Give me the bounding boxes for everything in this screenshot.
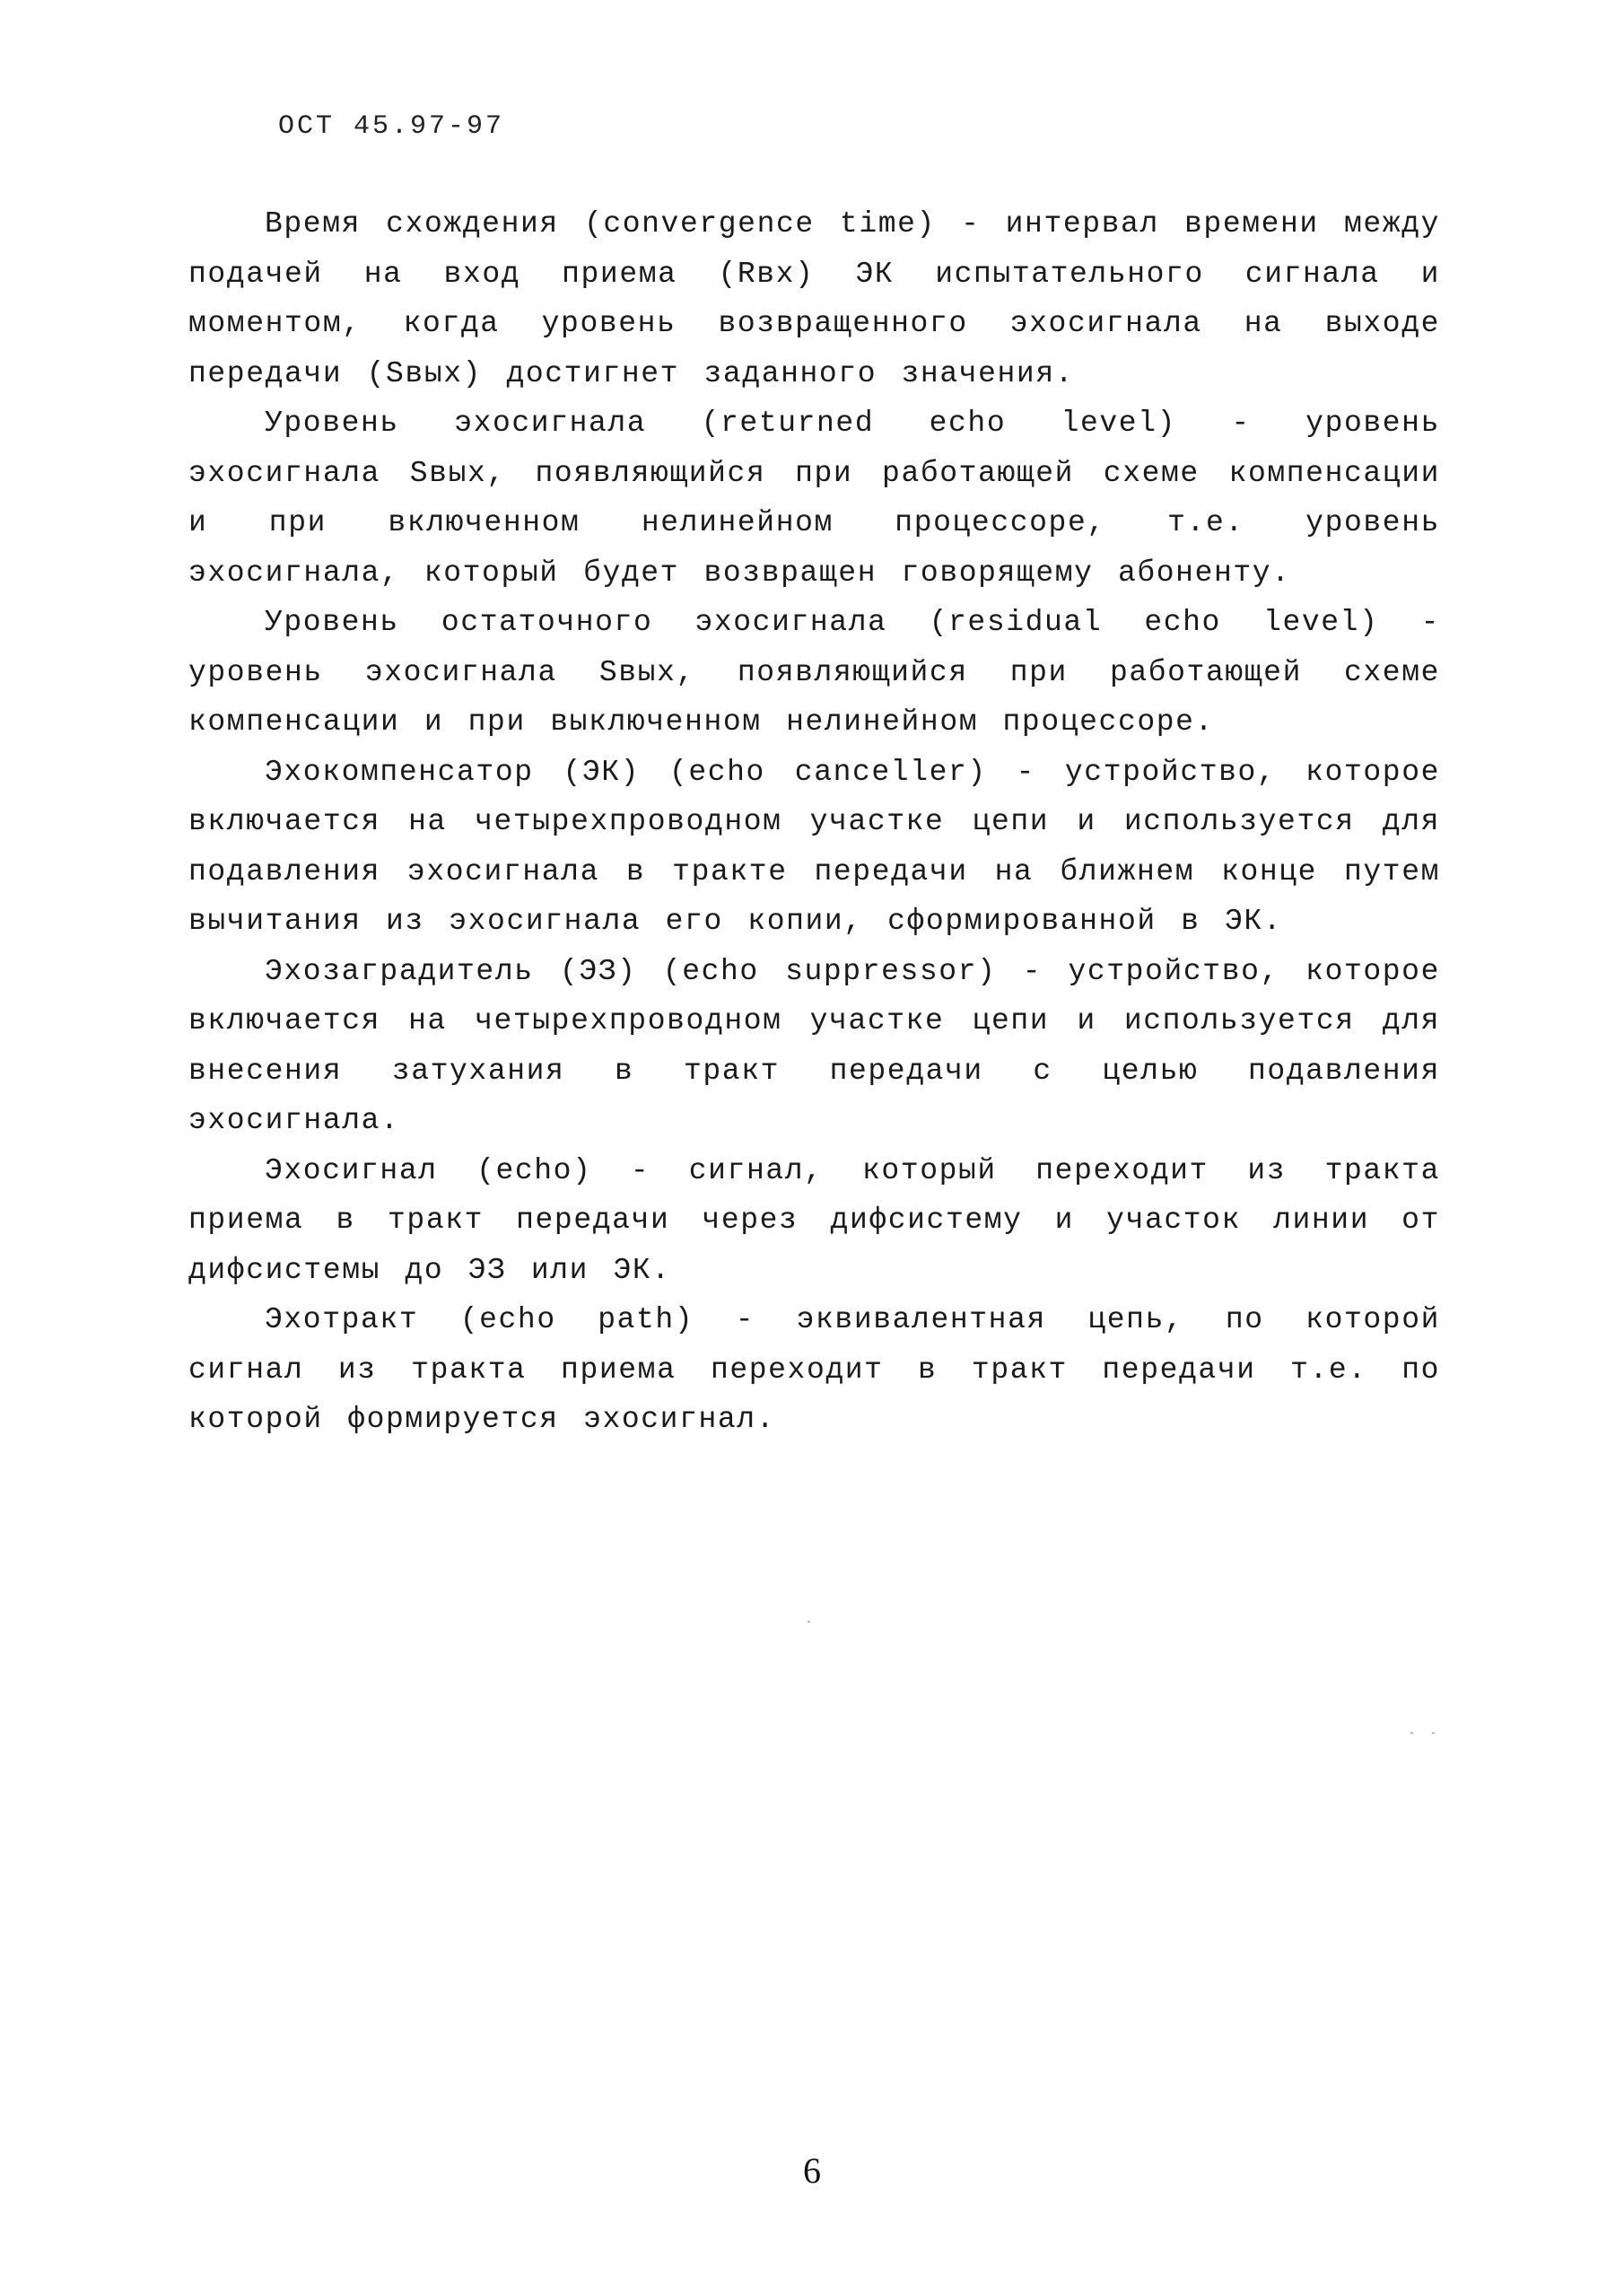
document-code: ОСТ 45.97-97: [278, 111, 505, 142]
scan-speck: [1432, 1732, 1435, 1734]
page-number: 6: [803, 2150, 821, 2191]
definition-echo-suppressor: Эхозаградитель (ЭЗ) (echo suppressor) - устройство, которое включается на четырехпроводном участке цепи и используется для внесения затухания в тракт передачи с целью подавления эхосигнала.: [188, 954, 1440, 1137]
scan-speck: [808, 1621, 810, 1623]
definition-convergence-time: Время схождения (convergence time) - интервал времени между подачей на вход приема (Rвх) ЭК испытательного сигнала и моментом, когда уровень возвращенного эхосигнала на выходе передачи (Sвых) достигнет заданного значения.: [188, 207, 1440, 390]
definition-residual-echo-level: Уровень остаточного эхосигнала (residual echo level) - уровень эхосигнала Sвых, появляющийся при работающей схеме компенсации и при выключенном нелинейном процессоре.: [188, 606, 1440, 739]
definition-returned-echo-level: Уровень эхосигнала (returned echo level) - уровень эхосигнала Sвых, появляющийся при работающей схеме компенсации и при включенном нелинейном процессоре, т.е. уровень эхосигнала, который будет возвращен говорящему абоненту.: [188, 407, 1440, 590]
definition-echo: Эхосигнал (echo) - сигнал, который переходит из тракта приема в тракт передачи через дифсистему и участок линии от дифсистемы до ЭЗ или ЭК.: [188, 1153, 1440, 1287]
definition-echo-path: Эхотракт (echo path) - эквивалентная цепь, по которой сигнал из тракта приема переходит в тракт передачи т.е. по которой формируется эхосигнал.: [188, 1303, 1440, 1436]
definitions-text: [188, 199, 1440, 1445]
definition-echo-canceller: Эхокомпенсатор (ЭК) (echo canceller) - устройство, которое включается на четырехпроводном участке цепи и используется для подавления эхосигнала в тракте передачи на ближнем конце путем вычитания из эхосигнала его копии, сформированной в ЭК.: [188, 755, 1440, 938]
scan-speck: [1410, 1732, 1413, 1734]
